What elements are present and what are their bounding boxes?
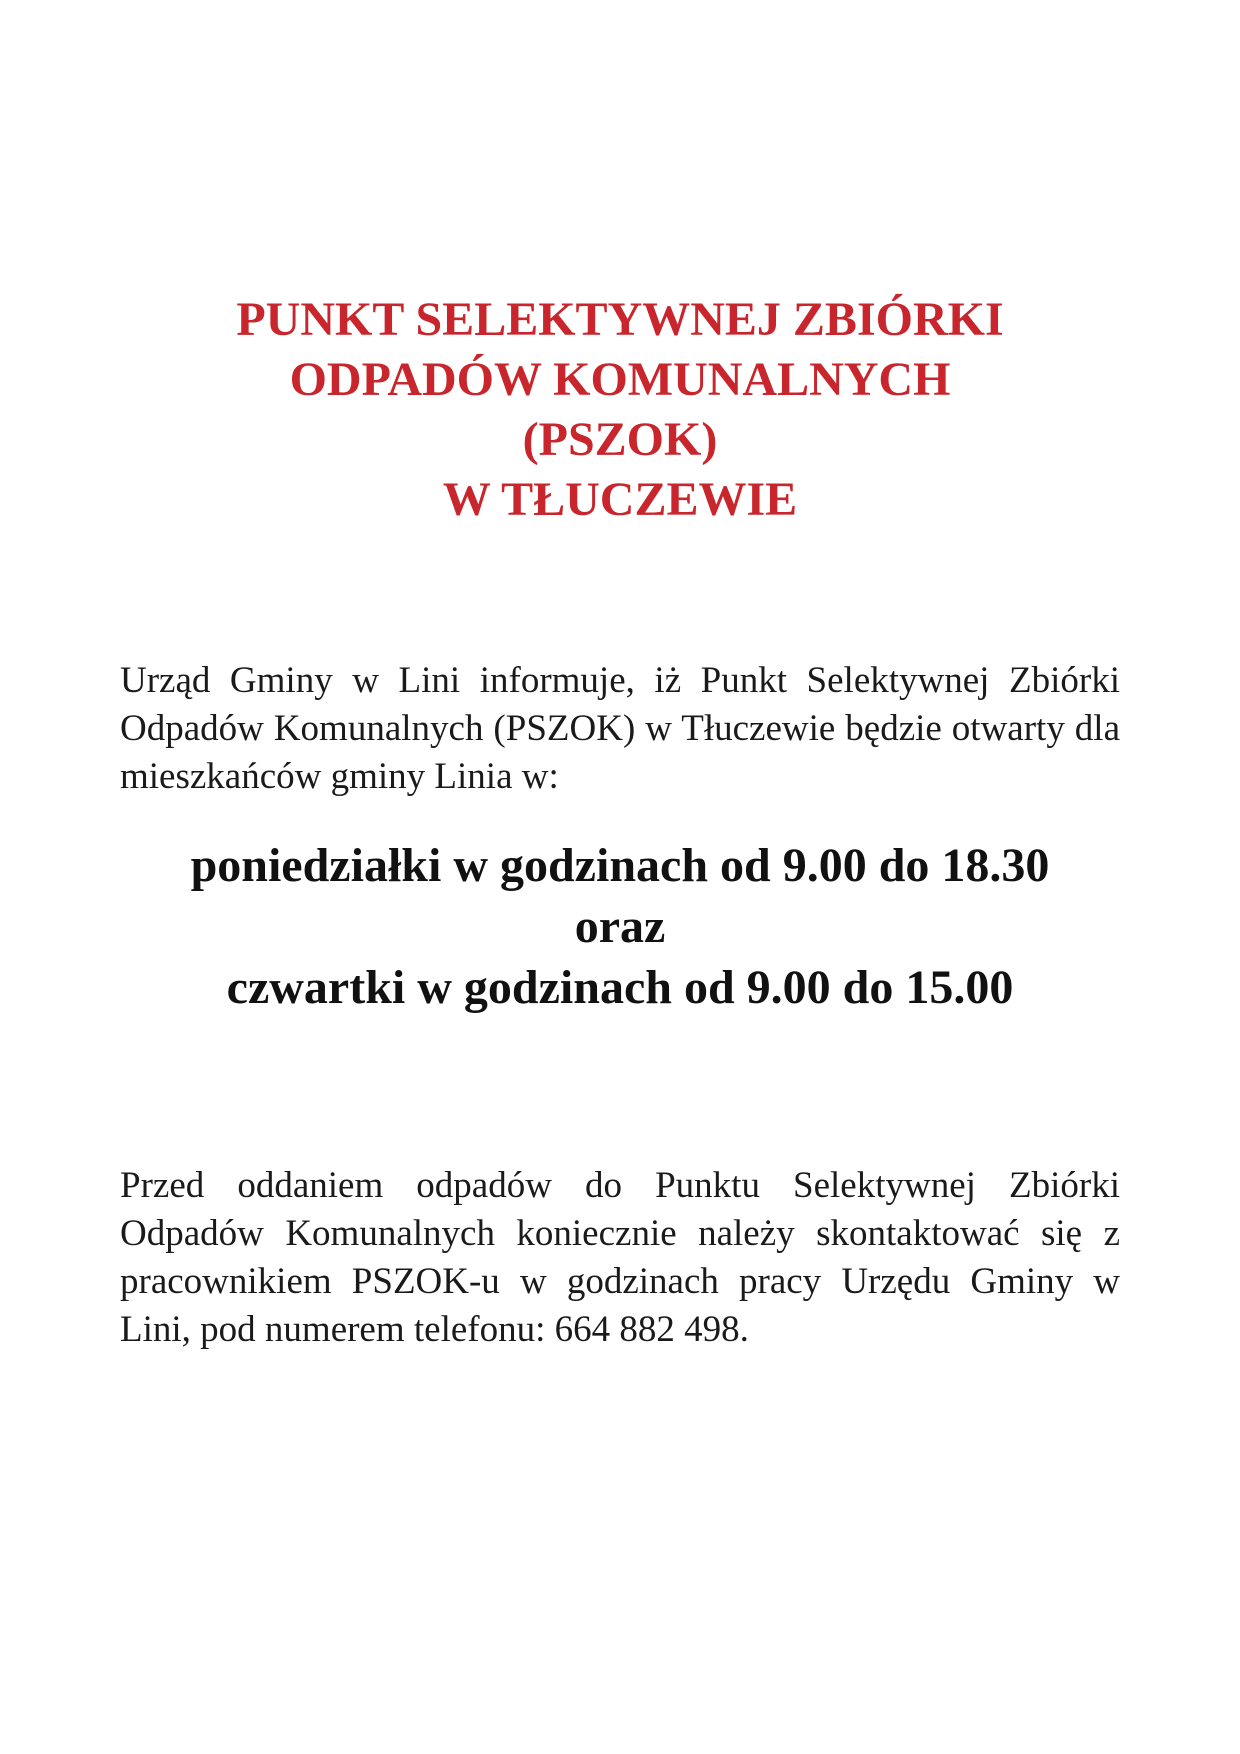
title-line-3: (PSZOK) [522,413,718,466]
hours-thursday: czwartki w godzinach od 9.00 do 15.00 [226,961,1014,1014]
document-title [120,290,1120,530]
title-line-1: PUNKT SELEKTYWNEJ ZBIÓRKI [236,293,1004,346]
title-line-2: ODPADÓW KOMUNALNYCH [289,353,951,406]
hours-monday: poniedziałki w godzinach od 9.00 do 18.30 [190,839,1050,892]
hours-conjunction: oraz [574,900,666,953]
title-line-4: W TŁUCZEWIE [442,473,798,526]
opening-hours [110,835,1130,1018]
contact-notice-paragraph: Przed oddaniem odpadów do Punktu Selektywnej Zbiórki Odpadów Komunalnych koniecznie należy skontaktować się z pracownikiem PSZOK-u w godzinach pracy Urzędu Gminy w Lini, pod numerem telefonu: 664 882 498. [120,1165,1120,1350]
intro-paragraph: Urząd Gminy w Lini informuje, iż Punkt Selektywnej Zbiórki Odpadów Komunalnych (PSZOK) w Tłuczewie będzie otwarty dla mieszkańców gminy Linia w: [120,660,1120,797]
